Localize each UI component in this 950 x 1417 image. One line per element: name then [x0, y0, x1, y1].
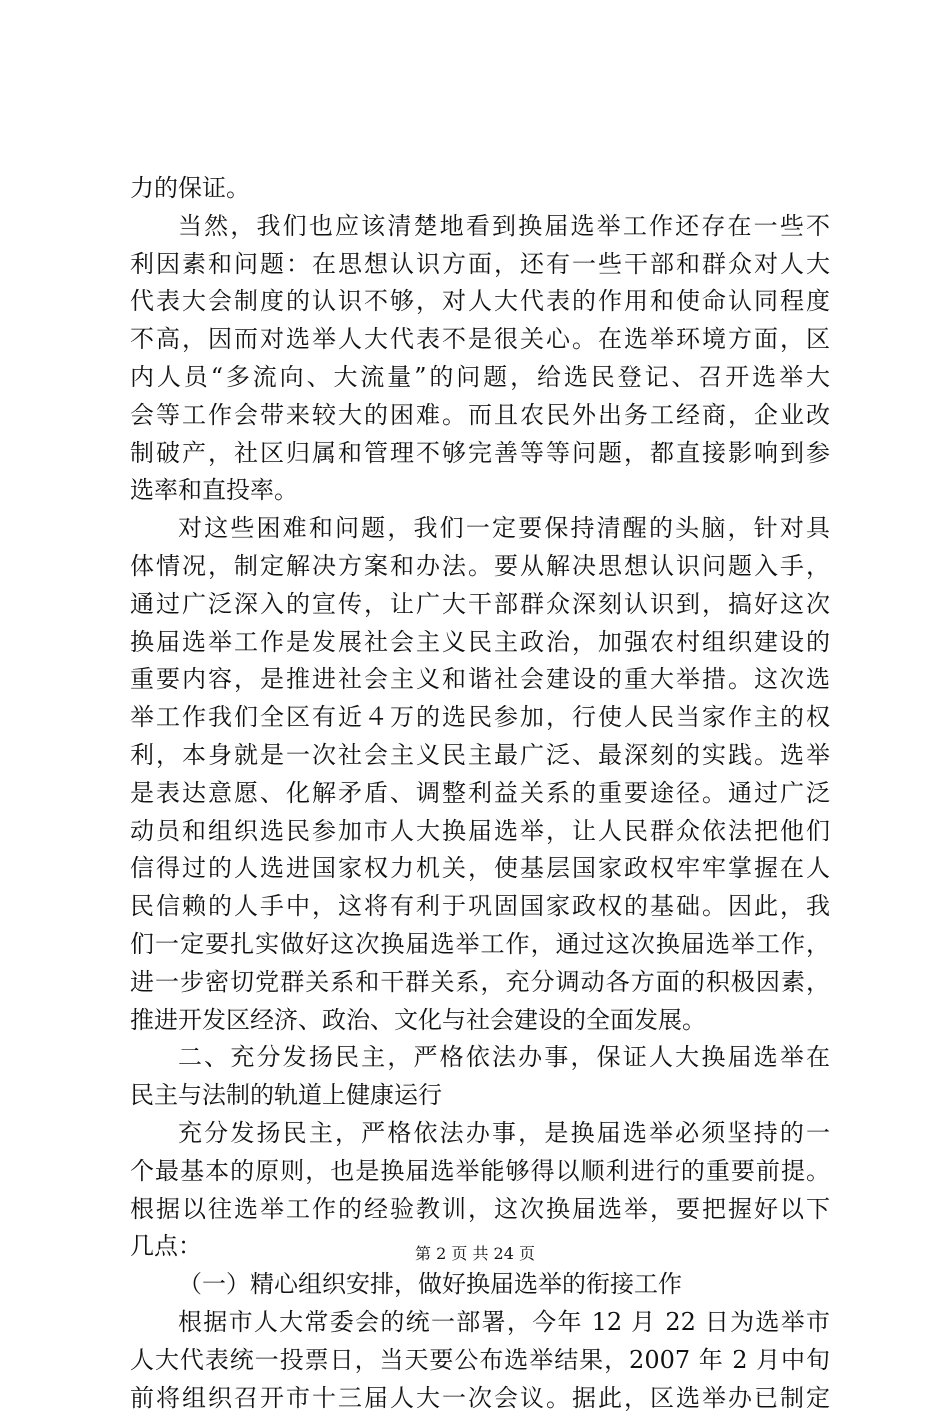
text-line: 是表达意愿、化解矛盾、调整利益关系的重要途径。通过广泛: [130, 775, 830, 813]
text-line: 几点：: [130, 1228, 830, 1266]
text-line: 充分发扬民主，严格依法办事，是换届选举必须坚持的一: [130, 1115, 830, 1153]
text-line: 个最基本的原则，也是换届选举能够得以顺利进行的重要前提。: [130, 1153, 830, 1191]
text-line: 根据以往选举工作的经验教训，这次换届选举，要把握好以下: [130, 1191, 830, 1229]
text-line: 会等工作会带来较大的困难。而且农民外出务工经商，企业改: [130, 397, 830, 435]
text-line: 们一定要扎实做好这次换届选举工作，通过这次换届选举工作，: [130, 926, 830, 964]
text-line: 制破产，社区归属和管理不够完善等等问题，都直接影响到参: [130, 435, 830, 473]
text-line: 不高，因而对选举人大代表不是很关心。在选举环境方面，区: [130, 321, 830, 359]
text-line: 人大代表统一投票日，当天要公布选举结果，2007 年 2 月中旬: [130, 1342, 830, 1380]
text-line: 举工作我们全区有近４万的选民参加，行使人民当家作主的权: [130, 699, 830, 737]
page-number-footer: 第 2 页 共 24 页: [0, 1244, 950, 1264]
text-line: 内人员“多流向、大流量”的问题，给选民登记、召开选举大: [130, 359, 830, 397]
text-line: 推进开发区经济、政治、文化与社会建设的全面发展。: [130, 1002, 830, 1040]
text-line: 力的保证。: [130, 170, 830, 208]
text-line: 通过广泛深入的宣传，让广大干部群众深刻认识到，搞好这次: [130, 586, 830, 624]
text-line: 代表大会制度的认识不够，对人大代表的作用和使命认同程度: [130, 283, 830, 321]
document-body: [130, 170, 830, 1417]
text-line: 换届选举工作是发展社会主义民主政治，加强农村组织建设的: [130, 624, 830, 662]
text-line: 当然，我们也应该清楚地看到换届选举工作还存在一些不: [130, 208, 830, 246]
text-line: 民信赖的人手中，这将有利于巩固国家政权的基础。因此，我: [130, 888, 830, 926]
subsection-heading: （一）精心组织安排，做好换届选举的衔接工作: [130, 1266, 830, 1304]
text-line: 进一步密切党群关系和干群关系，充分调动各方面的积极因素，: [130, 964, 830, 1002]
text-line: 动员和组织选民参加市人大换届选举，让人民群众依法把他们: [130, 813, 830, 851]
text-line: 根据市人大常委会的统一部署，今年 12 月 22 日为选举市: [130, 1304, 830, 1342]
text-line: 信得过的人选进国家权力机关，使基层国家政权牢牢掌握在人: [130, 850, 830, 888]
section-heading-line: 民主与法制的轨道上健康运行: [130, 1077, 830, 1115]
text-line: 利因素和问题：在思想认识方面，还有一些干部和群众对人大: [130, 246, 830, 284]
text-line: 选率和直投率。: [130, 472, 830, 510]
text-line: 利，本身就是一次社会主义民主最广泛、最深刻的实践。选举: [130, 737, 830, 775]
text-line: 体情况，制定解决方案和办法。要从解决思想认识问题入手，: [130, 548, 830, 586]
text-line: 对这些困难和问题，我们一定要保持清醒的头脑，针对具: [130, 510, 830, 548]
text-line: 重要内容，是推进社会主义和谐社会建设的重大举措。这次选: [130, 661, 830, 699]
text-line: 前将组织召开市十三届人大一次会议。据此，区选举办已制定: [130, 1380, 830, 1417]
section-heading-line: 二、充分发扬民主，严格依法办事，保证人大换届选举在: [130, 1039, 830, 1077]
